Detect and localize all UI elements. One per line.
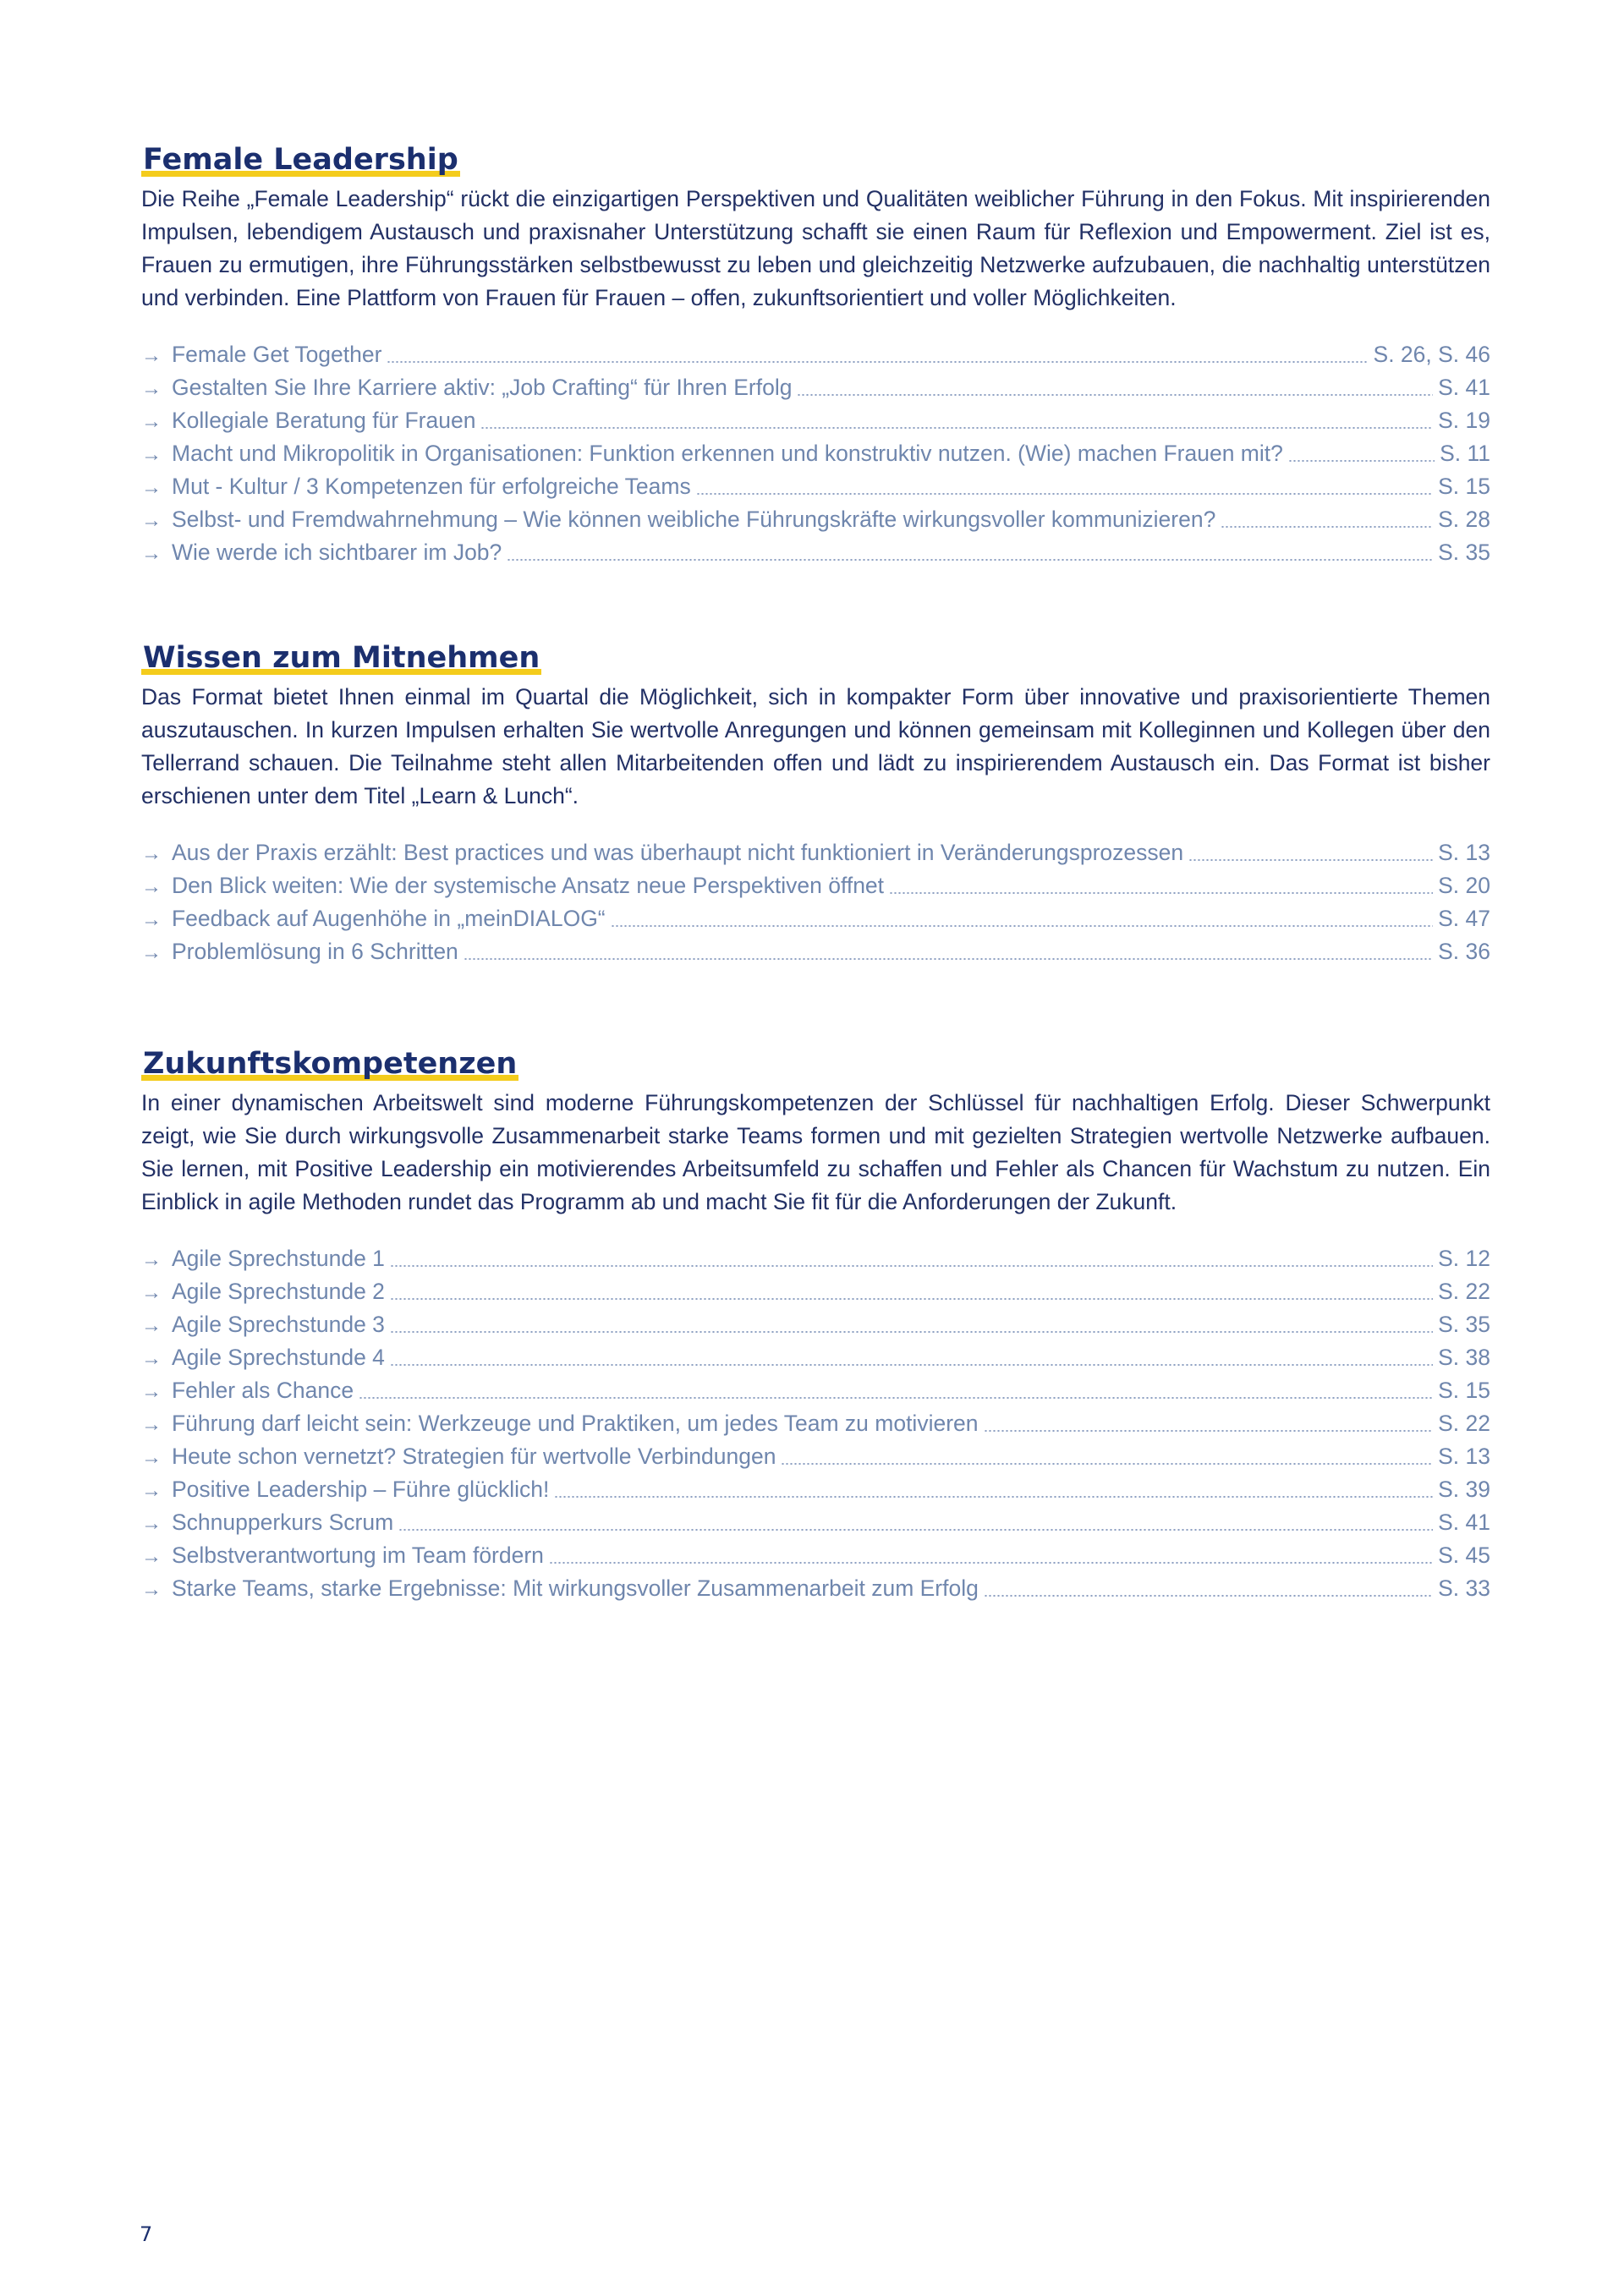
- page-reference[interactable]: S. 12: [1438, 1246, 1490, 1271]
- page-reference[interactable]: S. 33: [1438, 1575, 1490, 1601]
- course-entry[interactable]: [141, 836, 1490, 869]
- intro-text: In einer dynamischen Arbeitswelt sind moderne Führungskompetenzen der Schlüssel für nachhaltigen Erfolg. Dieser Schwerpunkt zeigt, wie Sie durch wirkungsvolle Zusammenarbeit starke Teams formen und mit gezielten Strategien wertvolle Netzwerke aufbauen. Sie lernen, mit Positive Leadership ein motivierendes Arbeitsumfeld zu schaffen und Fehler als Chancen für Wachstum zu nutzen. Ein Einblick in agile Methoden rundet das Programm ab und macht Sie fit für die Anforderungen der Zukunft.: [141, 1090, 1490, 1214]
- dot-leader: [889, 892, 1433, 894]
- arrow-right-icon: →: [141, 908, 162, 931]
- section-title: Zukunftskompetenzen: [143, 1047, 518, 1081]
- course-entry[interactable]: [141, 404, 1490, 437]
- arrow-right-icon: →: [141, 1578, 162, 1601]
- page-reference[interactable]: S. 15: [1438, 1378, 1490, 1403]
- course-title[interactable]: Selbst- und Fremdwahrnehmung – Wie können weibliche Führungskräfte wirkungsvoller kommunizieren?: [172, 507, 1216, 532]
- document-page: [141, 142, 1490, 1676]
- arrow-right-icon: →: [141, 1281, 162, 1304]
- arrow-right-icon: →: [141, 1413, 162, 1436]
- course-entry[interactable]: [141, 1341, 1490, 1374]
- section-female-leadership: [141, 142, 1490, 569]
- page-reference[interactable]: S. 45: [1438, 1543, 1490, 1568]
- arrow-right-icon: →: [141, 476, 162, 499]
- intro-text: Die Reihe „Female Leadership“ rückt die einzigartigen Perspektiven und Qualitäten weiblicher Führung in den Fokus. Mit inspirierenden Impulsen, lebendigem Austausch und praxisnaher Unterstützung schafft sie einen Raum für Reflexion und Empowerment. Ziel ist es, Frauen zu ermutigen, ihre Führungsstärken selbstbewusst zu leben und gleichzeitig Netzwerke aufzubauen, die nachhaltig unterstützen und verbinden. Eine Plattform von Frauen für Frauen – offen, zukunftsorientiert und voller Möglichkeiten.: [141, 186, 1490, 310]
- intro-text: Das Format bietet Ihnen einmal im Quartal die Möglichkeit, sich in kompakter Form über innovative und praxisorientierte Themen auszutauschen. In kurzen Impulsen erhalten Sie wertvolle Anregungen und können gemeinsam mit Kolleginnen und Kollegen über den Tellerrand schauen. Die Teilnahme steht allen Mitarbeitenden offen und lädt zu inspirierendem Austausch ein. Das Format ist bisher erschienen unter dem Titel „Learn & Lunch“.: [141, 684, 1490, 808]
- course-title[interactable]: Agile Sprechstunde 2: [172, 1279, 385, 1304]
- course-title[interactable]: Schnupperkurs Scrum: [172, 1510, 394, 1535]
- course-list: [141, 836, 1490, 968]
- course-entry[interactable]: [141, 1572, 1490, 1605]
- dot-leader: [480, 427, 1433, 429]
- page-reference[interactable]: S. 20: [1438, 873, 1490, 898]
- arrow-right-icon: →: [141, 941, 162, 964]
- page-reference[interactable]: S. 41: [1438, 1510, 1490, 1535]
- page-reference[interactable]: S. 11: [1440, 441, 1490, 466]
- course-entry[interactable]: [141, 1275, 1490, 1308]
- course-list: [141, 1242, 1490, 1605]
- course-entry[interactable]: [141, 1308, 1490, 1341]
- dot-leader: [507, 559, 1433, 561]
- arrow-right-icon: →: [141, 410, 162, 433]
- course-entry[interactable]: [141, 1539, 1490, 1572]
- page-number: 7: [140, 2222, 153, 2246]
- arrow-right-icon: →: [141, 875, 162, 898]
- arrow-right-icon: →: [141, 1512, 162, 1535]
- course-entry[interactable]: [141, 1242, 1490, 1275]
- dot-leader: [984, 1430, 1434, 1432]
- course-entry[interactable]: [141, 1440, 1490, 1473]
- course-title[interactable]: Den Blick weiten: Wie der systemische Ansatz neue Perspektiven öffnet: [172, 873, 885, 898]
- course-entry[interactable]: [141, 503, 1490, 536]
- course-title[interactable]: Fehler als Chance: [172, 1378, 354, 1403]
- dot-leader: [797, 394, 1433, 396]
- dot-leader: [611, 925, 1433, 927]
- course-entry[interactable]: [141, 371, 1490, 404]
- section-zukunftskompetenzen: [141, 1046, 1490, 1605]
- section-wissen-zum-mitnehmen: [141, 640, 1490, 968]
- course-title[interactable]: Mut - Kultur / 3 Kompetenzen für erfolgreiche Teams: [172, 474, 691, 499]
- page-reference[interactable]: S. 36: [1438, 939, 1490, 964]
- course-title[interactable]: Feedback auf Augenhöhe in „meinDIALOG“: [172, 906, 606, 931]
- page-reference[interactable]: S. 15: [1438, 474, 1490, 499]
- course-title[interactable]: Heute schon vernetzt? Strategien für wertvolle Verbindungen: [172, 1444, 776, 1469]
- dot-leader: [464, 958, 1433, 960]
- course-entry[interactable]: [141, 1506, 1490, 1539]
- dot-leader: [1221, 526, 1433, 528]
- arrow-right-icon: →: [141, 1248, 162, 1271]
- page-reference[interactable]: S. 38: [1438, 1345, 1490, 1370]
- page-reference[interactable]: S. 35: [1438, 1312, 1490, 1337]
- arrow-right-icon: →: [141, 443, 162, 466]
- dot-leader: [387, 361, 1368, 363]
- section-intro: [141, 183, 1490, 315]
- section-intro: [141, 681, 1490, 813]
- arrow-right-icon: →: [141, 1479, 162, 1502]
- course-title[interactable]: Positive Leadership – Führe glücklich!: [172, 1477, 550, 1502]
- course-entry[interactable]: [141, 470, 1490, 503]
- page-reference[interactable]: S. 13: [1438, 840, 1490, 865]
- course-title[interactable]: Selbstverantwortung im Team fördern: [172, 1543, 544, 1568]
- dot-leader: [984, 1595, 1433, 1597]
- arrow-right-icon: →: [141, 509, 162, 532]
- course-entry[interactable]: [141, 935, 1490, 968]
- dot-leader: [1288, 460, 1435, 462]
- course-entry[interactable]: [141, 536, 1490, 569]
- arrow-right-icon: →: [141, 1545, 162, 1568]
- course-entry[interactable]: [141, 338, 1490, 371]
- page-reference[interactable]: S. 26, S. 46: [1373, 342, 1490, 367]
- course-entry[interactable]: [141, 1407, 1490, 1440]
- course-title[interactable]: Problemlösung in 6 Schritten: [172, 939, 458, 964]
- page-reference[interactable]: S. 19: [1438, 408, 1490, 433]
- course-title[interactable]: Macht und Mikropolitik in Organisationen: Funktion erkennen und konstruktiv nutzen. (Wie) machen Frauen mit?: [172, 441, 1283, 466]
- page-reference[interactable]: S. 39: [1438, 1477, 1490, 1502]
- arrow-right-icon: →: [141, 344, 162, 367]
- page-reference[interactable]: S. 35: [1438, 540, 1490, 565]
- course-title[interactable]: Female Get Together: [172, 342, 382, 367]
- arrow-right-icon: →: [141, 542, 162, 565]
- arrow-right-icon: →: [141, 1347, 162, 1370]
- page-reference[interactable]: S. 22: [1438, 1279, 1490, 1304]
- dot-leader: [390, 1298, 1433, 1300]
- course-entry[interactable]: [141, 869, 1490, 902]
- dot-leader: [398, 1529, 1433, 1531]
- course-list: [141, 338, 1490, 569]
- dot-leader: [359, 1397, 1433, 1399]
- course-title[interactable]: Kollegiale Beratung für Frauen: [172, 408, 476, 433]
- page-reference[interactable]: S. 13: [1438, 1444, 1490, 1469]
- arrow-right-icon: →: [141, 1446, 162, 1469]
- arrow-right-icon: →: [141, 1380, 162, 1403]
- section-intro: [141, 1087, 1490, 1219]
- course-title[interactable]: Aus der Praxis erzählt: Best practices und was überhaupt nicht funktioniert in Veränderungsprozessen: [172, 840, 1184, 865]
- arrow-right-icon: →: [141, 842, 162, 865]
- course-title[interactable]: Agile Sprechstunde 1: [172, 1246, 385, 1271]
- dot-leader: [781, 1463, 1433, 1465]
- arrow-right-icon: →: [141, 1314, 162, 1337]
- dot-leader: [390, 1265, 1433, 1267]
- arrow-right-icon: →: [141, 377, 162, 400]
- course-entry[interactable]: [141, 1473, 1490, 1506]
- dot-leader: [390, 1331, 1433, 1333]
- page-reference[interactable]: S. 47: [1438, 906, 1490, 931]
- course-entry[interactable]: [141, 437, 1490, 470]
- section-title: Female Leadership: [143, 143, 458, 177]
- dot-leader: [696, 493, 1433, 495]
- course-entry[interactable]: [141, 902, 1490, 935]
- course-title[interactable]: Agile Sprechstunde 3: [172, 1312, 385, 1337]
- course-title[interactable]: Gestalten Sie Ihre Karriere aktiv: „Job Crafting“ für Ihren Erfolg: [172, 375, 793, 400]
- page-reference[interactable]: S. 28: [1438, 507, 1490, 532]
- dot-leader: [390, 1364, 1433, 1366]
- dot-leader: [549, 1562, 1433, 1564]
- dot-leader: [1188, 859, 1433, 861]
- section-title: Wissen zum Mitnehmen: [143, 641, 540, 675]
- course-title[interactable]: Führung darf leicht sein: Werkzeuge und Praktiken, um jedes Team zu motivieren: [172, 1411, 979, 1436]
- dot-leader: [554, 1496, 1433, 1498]
- course-title[interactable]: Wie werde ich sichtbarer im Job?: [172, 540, 502, 565]
- course-title[interactable]: Starke Teams, starke Ergebnisse: Mit wirkungsvoller Zusammenarbeit zum Erfolg: [172, 1575, 979, 1601]
- course-entry[interactable]: [141, 1374, 1490, 1407]
- course-title[interactable]: Agile Sprechstunde 4: [172, 1345, 385, 1370]
- page-reference[interactable]: S. 41: [1438, 375, 1490, 400]
- page-reference[interactable]: S. 22: [1438, 1411, 1490, 1436]
